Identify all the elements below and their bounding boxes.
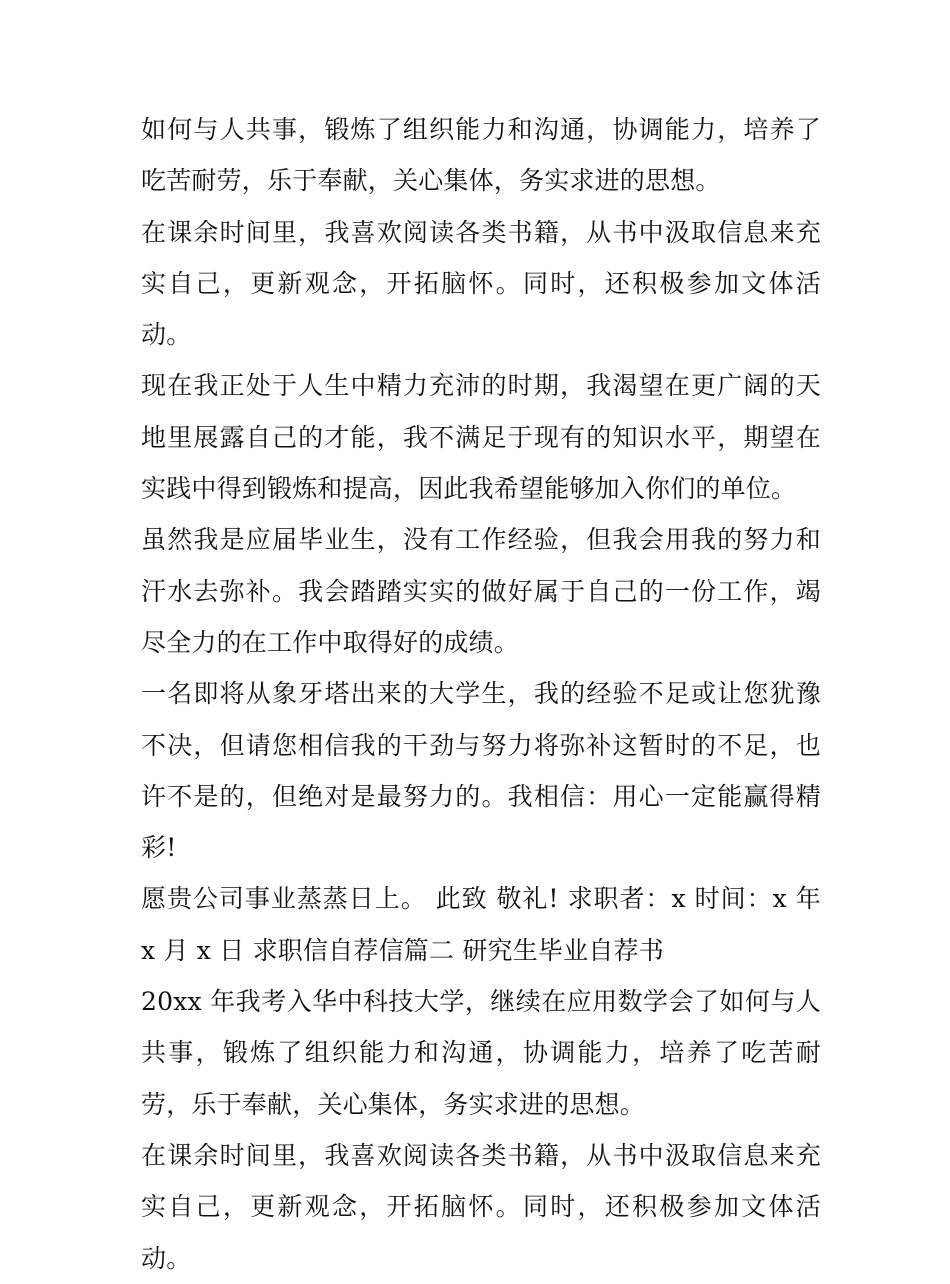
- paragraph-teamwork: 如何与人共事，锻炼了组织能力和沟通，协调能力，培养了吃苦耐劳，乐于奉献，关心集体，务实求进的思想。: [141, 115, 821, 196]
- paragraph-reading-repeat: 在课余时间里，我喜欢阅读各类书籍，从书中汲取信息来充实自己，更新观念，开拓脑怀。同时，还积极参加文体活动。: [141, 1140, 821, 1273]
- paragraph-closing: 愿贵公司事业蒸蒸日上。 此致 敬礼! 求职者：x 时间：x 年 x 月 x 日 求职信自荐信篇二 研究生毕业自荐书: [141, 884, 821, 965]
- paragraph-confidence: 一名即将从象牙塔出来的大学生，我的经验不足或让您犹豫不决，但请您相信我的干劲与努力将弥补这暂时的不足，也许不是的，但绝对是最努力的。我相信：用心一定能赢得精彩!: [141, 679, 821, 863]
- paragraph-reading: 在课余时间里，我喜欢阅读各类书籍，从书中汲取信息来充实自己，更新观念，开拓脑怀。同时，还积极参加文体活动。: [141, 217, 821, 350]
- paragraph-ambition: 现在我正处于人生中精力充沛的时期，我渴望在更广阔的天地里展露自己的才能，我不满足于现有的知识水平，期望在实践中得到锻炼和提高，因此我希望能够加入你们的单位。: [141, 371, 821, 504]
- paragraph-graduate: 虽然我是应届毕业生，没有工作经验，但我会用我的努力和汗水去弥补。我会踏踏实实的做好属于自己的一份工作，竭尽全力的在工作中取得好的成绩。: [141, 525, 821, 657]
- document-body: [141, 104, 821, 1284]
- paragraph-university: 20xx 年我考入华中科技大学，继续在应用数学会了如何与人共事，锻炼了组织能力和沟通，协调能力，培养了吃苦耐劳，乐于奉献，关心集体，务实求进的思想。: [141, 987, 821, 1119]
